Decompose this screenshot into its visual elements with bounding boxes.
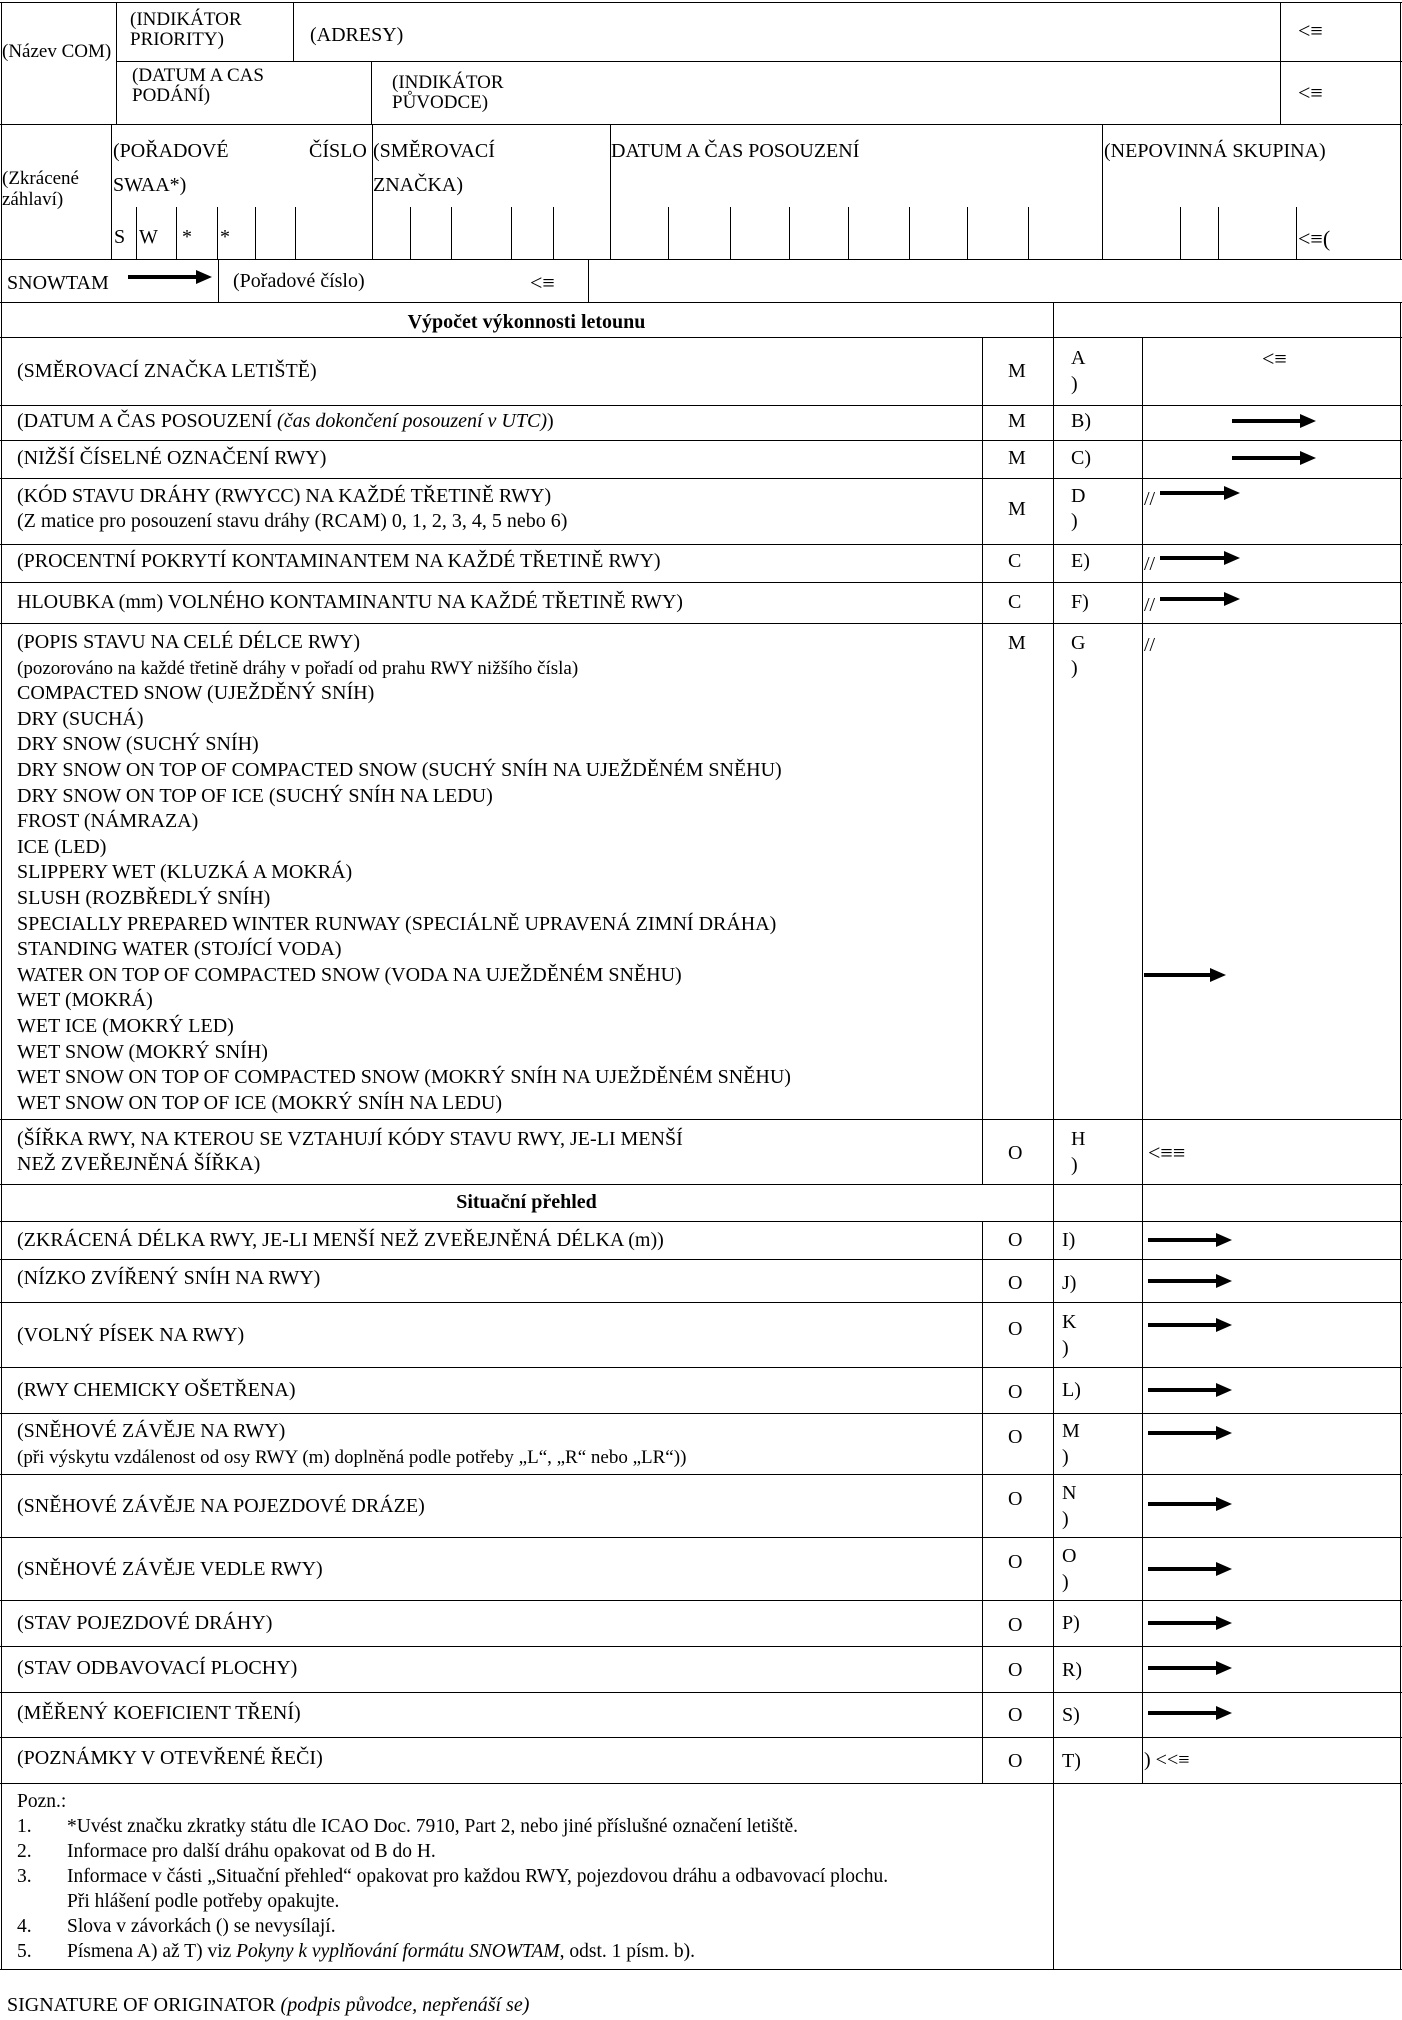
row-g-line: WET SNOW ON TOP OF COMPACTED SNOW (MOKRÝ SNÍH NA UJEŽDĚNÉM SNĚHU)	[17, 1066, 791, 1089]
note-text-italic: Pokyny k vyplňování formátu SNOWTAM	[236, 1941, 560, 1962]
addresses-label: (ADRESY)	[310, 24, 404, 46]
row-n-letter: N	[1062, 1482, 1077, 1504]
row-j-letter: J)	[1062, 1272, 1077, 1294]
row-e-arrow-icon	[1160, 551, 1240, 565]
row-f-letter: F)	[1071, 591, 1089, 613]
row-r-status: O	[1008, 1659, 1023, 1681]
row-o-letter-paren: )	[1062, 1571, 1069, 1593]
row-n-text: (SNĚHOVÉ ZÁVĚJE NA POJEZDOVÉ DRÁZE)	[17, 1495, 425, 1517]
filing-datetime-label: (DATUM A CAS PODÁNÍ)	[132, 65, 264, 106]
row-d-text-2: (Z matice pro posouzení stavu dráhy (RCAM) 0, 1, 2, 3, 4, 5 nebo 6)	[17, 510, 568, 532]
row-i-status: O	[1008, 1229, 1023, 1251]
row-a-text: (SMĚROVACÍ ZNAČKA LETIŠTĚ)	[17, 360, 317, 382]
performance-section-heading: Výpočet výkonnosti letounu	[407, 311, 646, 333]
row-f-text: HLOUBKA (mm) VOLNÉHO KONTAMINANTU NA KAŽDÉ TŘETINĚ RWY)	[17, 591, 683, 613]
row-j-text: (NÍZKO ZVÍŘENÝ SNÍH NA RWY)	[17, 1267, 321, 1289]
row-d-letter-paren: )	[1071, 510, 1078, 532]
row-d-separator: //	[1144, 488, 1156, 510]
row-h-text-2: NEŽ ZVEŘEJNĚNÁ ŠÍŘKA)	[17, 1153, 261, 1175]
row-k-text: (VOLNÝ PÍSEK NA RWY)	[17, 1324, 245, 1346]
priority-label: (INDIKÁTOR PRIORITY)	[130, 9, 242, 50]
row-p-text: (STAV POJEZDOVÉ DRÁHY)	[17, 1612, 273, 1634]
row-o-letter: O	[1062, 1545, 1077, 1567]
row-a-letter-paren: )	[1071, 373, 1078, 395]
row-s-status: O	[1008, 1704, 1023, 1726]
code-letter-star-1: *	[182, 226, 192, 248]
serial-swaa-label: SWAA*)	[113, 174, 187, 196]
row-r-letter: R)	[1062, 1659, 1082, 1681]
row-n-letter-paren: )	[1062, 1508, 1069, 1530]
row-b-letter: B)	[1071, 410, 1091, 432]
row-h-letter: H	[1071, 1128, 1086, 1150]
row-m-arrow-icon	[1148, 1426, 1232, 1440]
code-letter-star-2: *	[220, 226, 230, 248]
row-f-status: C	[1008, 591, 1022, 613]
row-g-line: WET (MOKRÁ)	[17, 989, 153, 1012]
row-g-line: SLIPPERY WET (KLUZKÁ A MOKRÁ)	[17, 861, 353, 884]
row-g-line: DRY SNOW ON TOP OF ICE (SUCHÝ SNÍH NA LEDU)	[17, 784, 493, 807]
note-number: 5.	[17, 1941, 32, 1962]
row-l-status: O	[1008, 1381, 1023, 1403]
snowtam-end-symbol: <≡	[530, 270, 555, 295]
row-h-end-symbol: <≡≡	[1148, 1140, 1186, 1165]
note-item	[17, 1914, 888, 1939]
row-e-separator: //	[1144, 553, 1156, 575]
row-l-text: (RWY CHEMICKY OŠETŘENA)	[17, 1379, 296, 1401]
signature-line	[7, 1994, 529, 2017]
note-number: 1.	[17, 1816, 32, 1837]
row-t-end-symbol: ) <<≡	[1144, 1749, 1190, 1771]
row-g-text	[17, 630, 791, 1116]
row-g-line: SLUSH (ROZBŘEDLÝ SNÍH)	[17, 886, 271, 909]
row-d-text-1: (KÓD STAVU DRÁHY (RWYCC) NA KAŽDÉ TŘETINĚ RWY)	[17, 485, 552, 507]
row-t-status: O	[1008, 1750, 1023, 1772]
row-g-line: DRY SNOW ON TOP OF COMPACTED SNOW (SUCHÝ SNÍH NA UJEŽDĚNÉM SNĚHU)	[17, 758, 782, 781]
row-e-status: C	[1008, 550, 1022, 572]
row-g-letter: G	[1071, 632, 1086, 654]
row-g-status: M	[1008, 632, 1026, 654]
row-d-letter: D	[1071, 485, 1086, 507]
row-g-line: STANDING WATER (STOJÍCÍ VODA)	[17, 938, 342, 961]
open-bracket-symbol: <≡(	[1298, 226, 1331, 251]
signature-note: (podpis původce, nepřenáší se)	[280, 1994, 530, 2016]
row-b-text-main: (DATUM A ČAS POSOUZENÍ	[17, 410, 278, 432]
row-n-arrow-icon	[1148, 1497, 1232, 1511]
note-text-post: , odst. 1 písm. b).	[559, 1941, 696, 1962]
row-i-text: (ZKRÁCENÁ DÉLKA RWY, JE-LI MENŠÍ NEŽ ZVEŘEJNĚNÁ DÉLKA (m))	[17, 1229, 664, 1251]
row-o-status: O	[1008, 1551, 1023, 1573]
row-g-line: (POPIS STAVU NA CELÉ DÉLCE RWY)	[17, 631, 361, 653]
note-item	[17, 1939, 888, 1964]
assessment-datetime-label: DATUM A ČAS POSOUZENÍ	[611, 140, 860, 162]
row-h-status: O	[1008, 1142, 1023, 1164]
row-b-arrow-icon	[1232, 414, 1316, 428]
end-of-message-symbol-2: <≡	[1298, 80, 1323, 105]
note-text: Slova v závorkách () se nevysílají.	[67, 1916, 336, 1937]
row-h-text-1: (ŠÍŘKA RWY, NA KTEROU SE VZTAHUJÍ KÓDY STAVU RWY, JE-LI MENŠÍ	[17, 1128, 683, 1150]
row-g-line: ICE (LED)	[17, 835, 107, 858]
code-letter-w: W	[139, 226, 158, 248]
row-r-arrow-icon	[1148, 1661, 1232, 1675]
row-g-line: DRY SNOW (SUCHÝ SNÍH)	[17, 733, 259, 756]
row-b-text-italic: (čas dokončení posouzení v UTC)	[277, 410, 547, 432]
row-g-line: DRY (SUCHÁ)	[17, 707, 144, 730]
end-of-message-symbol-1: <≡	[1298, 18, 1323, 43]
note-text-pre: Písmena A) až T) viz	[67, 1941, 237, 1962]
row-g-line: COMPACTED SNOW (UJEŽDĚNÝ SNÍH)	[17, 682, 375, 705]
signature-label: SIGNATURE OF ORIGINATOR	[7, 1994, 281, 2016]
notes-block	[17, 1789, 888, 1964]
row-t-letter: T)	[1062, 1750, 1081, 1772]
row-l-arrow-icon	[1148, 1383, 1232, 1397]
row-f-arrow-icon	[1160, 592, 1240, 606]
row-i-arrow-icon	[1148, 1233, 1232, 1247]
row-s-arrow-icon	[1148, 1706, 1232, 1720]
note-number: 4.	[17, 1916, 32, 1937]
note-text: Při hlášení podle potřeby opakujte.	[67, 1891, 340, 1912]
row-r-text: (STAV ODBAVOVACÍ PLOCHY)	[17, 1657, 298, 1679]
row-g-line: FROST (NÁMRAZA)	[17, 810, 199, 833]
row-i-letter: I)	[1062, 1229, 1076, 1251]
row-h-letter-paren: )	[1071, 1154, 1078, 1176]
row-t-text: (POZNÁMKY V OTEVŘENÉ ŘEČI)	[17, 1747, 323, 1769]
row-g-line: WATER ON TOP OF COMPACTED SNOW (VODA NA UJEŽDĚNÉM SNĚHU)	[17, 963, 682, 986]
row-g-line: WET SNOW ON TOP OF ICE (MOKRÝ SNÍH NA LEDU)	[17, 1091, 503, 1114]
row-g-line: (pozorováno na každé třetině dráhy v pořadí od prahu RWY nižšího čísla)	[17, 657, 579, 679]
row-p-status: O	[1008, 1614, 1023, 1636]
note-number: 3.	[17, 1866, 32, 1887]
originator-label: (INDIKÁTOR PŮVODCE)	[392, 72, 504, 113]
row-d-arrow-icon	[1160, 486, 1240, 500]
snowtam-label: SNOWTAM	[7, 272, 109, 294]
row-g-line: WET ICE (MOKRÝ LED)	[17, 1014, 234, 1037]
row-g-line: WET SNOW (MOKRÝ SNÍH)	[17, 1040, 268, 1063]
location-label-2: ZNAČKA)	[373, 174, 463, 196]
row-b-text	[17, 410, 554, 433]
note-item	[17, 1864, 888, 1889]
note-item	[17, 1839, 888, 1864]
row-a-letter: A	[1071, 347, 1086, 369]
row-e-letter: E)	[1071, 550, 1090, 572]
row-a-status: M	[1008, 360, 1026, 382]
row-a-end-symbol: <≡	[1262, 346, 1287, 371]
note-text: Informace v části „Situační přehled“ opakovat pro každou RWY, pojezdovou dráhu a odbavovací plochu.	[67, 1866, 889, 1887]
row-g-arrow-icon	[1144, 968, 1226, 982]
row-o-arrow-icon	[1148, 1562, 1232, 1576]
situational-section-heading: Situační přehled	[456, 1191, 597, 1213]
row-j-status: O	[1008, 1272, 1023, 1294]
row-k-letter-paren: )	[1062, 1337, 1069, 1359]
snowtam-serial-label: (Pořadové číslo)	[233, 270, 365, 292]
notes-title: Pozn.:	[17, 1791, 67, 1812]
row-m-status: O	[1008, 1426, 1023, 1448]
row-b-text-end: )	[546, 410, 554, 432]
row-k-status: O	[1008, 1318, 1023, 1340]
row-e-text: (PROCENTNÍ POKRYTÍ KONTAMINANTEM NA KAŽDÉ TŘETINĚ RWY)	[17, 550, 661, 572]
row-c-letter: C)	[1071, 447, 1091, 469]
snowtam-arrow-icon	[128, 270, 212, 284]
row-p-letter: P)	[1062, 1612, 1080, 1634]
row-p-arrow-icon	[1148, 1616, 1232, 1630]
row-f-separator: //	[1144, 594, 1156, 616]
row-g-letter-paren: )	[1071, 657, 1078, 679]
code-letter-s: S	[114, 226, 126, 248]
row-k-arrow-icon	[1148, 1318, 1232, 1332]
optional-group-label: (NEPOVINNÁ SKUPINA)	[1104, 140, 1326, 162]
row-s-letter: S)	[1062, 1704, 1080, 1726]
row-m-letter-paren: )	[1062, 1446, 1069, 1468]
note-item	[17, 1889, 888, 1914]
abbreviated-header-label: (Zkrácené záhlaví)	[2, 168, 79, 210]
row-s-text: (MĚŘENÝ KOEFICIENT TŘENÍ)	[17, 1702, 301, 1724]
row-d-status: M	[1008, 498, 1026, 520]
row-g-separator: //	[1144, 634, 1156, 656]
serial-label: (POŘADOVÉ	[113, 140, 229, 162]
row-j-arrow-icon	[1148, 1274, 1232, 1288]
note-text: *Uvést značku zkratky státu dle ICAO Doc. 7910, Part 2, nebo jiné příslušné označení letiště.	[67, 1816, 799, 1837]
row-c-text: (NIŽŠÍ ČÍSELNÉ OZNAČENÍ RWY)	[17, 447, 327, 469]
row-m-text-1: (SNĚHOVÉ ZÁVĚJE NA RWY)	[17, 1420, 286, 1442]
row-c-arrow-icon	[1232, 451, 1316, 465]
row-m-letter: M	[1062, 1420, 1080, 1442]
row-c-status: M	[1008, 447, 1026, 469]
serial-number-label: ČÍSLO	[309, 140, 367, 162]
note-item	[17, 1814, 888, 1839]
com-name-label: (Název COM)	[2, 41, 112, 62]
row-k-letter: K	[1062, 1311, 1077, 1333]
location-label: (SMĚROVACÍ	[373, 140, 495, 162]
row-m-text-2: (při výskytu vzdálenost od osy RWY (m) doplněná podle potřeby „L“, „R“ nebo „LR“))	[17, 1447, 687, 1468]
row-n-status: O	[1008, 1488, 1023, 1510]
row-o-text: (SNĚHOVÉ ZÁVĚJE VEDLE RWY)	[17, 1558, 323, 1580]
note-number: 2.	[17, 1841, 32, 1862]
note-text: Informace pro další dráhu opakovat od B do H.	[67, 1841, 436, 1862]
row-l-letter: L)	[1062, 1379, 1081, 1401]
row-g-line: SPECIALLY PREPARED WINTER RUNWAY (SPECIÁLNĚ UPRAVENÁ ZIMNÍ DRÁHA)	[17, 912, 777, 935]
row-b-status: M	[1008, 410, 1026, 432]
